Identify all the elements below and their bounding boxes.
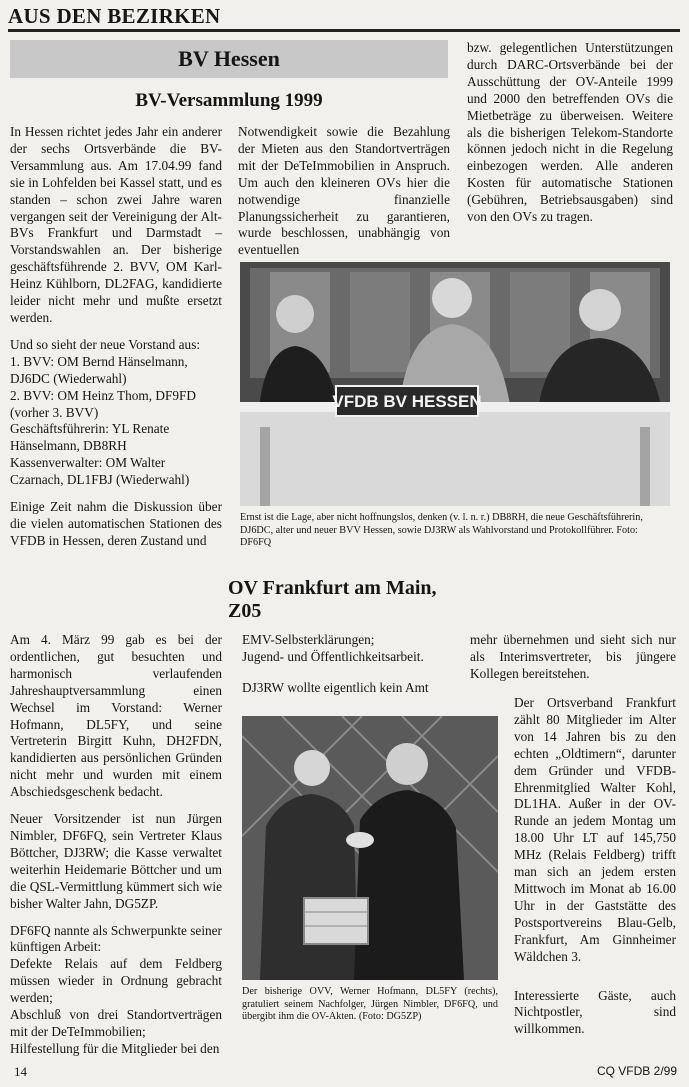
ov-priority-item: Abschluß von drei Standortverträgen mit der DeTeImmobilien; (10, 1007, 222, 1039)
ov-title: OV Frankfurt am Main, Z05 (228, 577, 437, 622)
bv-col1-paragraph-1: In Hessen richtet jedes Jahr ein anderer der sechs Ortsverbände die BV-Versammlung aus. Am 17.04.99 fand sie in Lohfelden bei Kassel statt, und es standen – schon zwei Jahre waren vergangen seit der Vereinigung der Alt-BVs Frankfurt und Darmstadt – Vorstandswahlen an. Der bisherige geschäftsführende 2. BVV, OM Karl-Heinz Kühlborn, DL2FAG, kandidierte leider nicht mehr und mußte ersetzt werden. (10, 124, 222, 325)
bv-board-item: 2. BVV: OM Heinz Thom, DF9FD (vorher 3. BVV) (10, 387, 197, 420)
bv-photo-caption: Ernst ist die Lage, aber nicht hoffnungslos, denken (v. l. n. r.) DB8RH, die neue Geschäftsführerin, DJ6DC, alter und neuer BVV Hessen, sowie DJ3RW als Wahlvorstand und Protokollführer. Foto: DF6FQ (240, 512, 643, 549)
page-number: 14 (14, 1064, 27, 1079)
bv-subtitle: BV-Versammlung 1999 (135, 90, 323, 111)
header-rule (8, 29, 680, 32)
ov-col1 (10, 632, 222, 1058)
bv-title-box (10, 40, 448, 78)
journal-issue: CQ VFDB 2/99 (596, 1064, 677, 1078)
ov-col2 (242, 632, 454, 707)
ov-col3-paragraph-2: Der Ortsverband Frankfurt zählt 80 Mitglieder im Alter von 14 Jahren bis zu den echten „Oldtimern“, darunter dem Gründer und VFDB-Ehrenmitglied Walter Kohl, DL1HA. Außer in der OV-Runde an jedem Montag um 18.00 Uhr LT auf 145,750 MHz (Relais Feldberg) trifft man sich an jedem ersten Mittwoch im Monat ab 16.00 Uhr in der Gaststätte des Postsportvereins Blau-Gelb, Frankfurt, Am Ginnheimer Wäldchen 3. (514, 695, 676, 964)
ov-priority-item: EMV-Selbsterklärungen; (242, 632, 375, 647)
bv-board-item: Kassenverwalter: OM Walter Czarnach, DL1FBJ (Wiederwahl) (10, 455, 190, 488)
bv-meeting-photo (240, 262, 670, 506)
bv-board-intro: Und so sieht der neue Vorstand aus: (10, 336, 201, 352)
bv-col1-paragraph-3: Einige Zeit nahm die Diskussion über die vielen automatischen Stationen des VFDB in Hessen, deren Zustand und (10, 499, 222, 548)
ov-col3-paragraph-1: mehr übernehmen und sieht sich nur als Interimsvertreter, bis jüngere Kollegen bereitstehen. (470, 632, 676, 681)
ov-handover-photo (242, 716, 498, 980)
bv-col3-paragraph: bzw. gelegentlichen Unterstützungen durch DARC-Ortsverbände bei der Ausschüttung der OV-Anteile 1999 und 2000 den betreffenden OVs die Mietbeträge zu überweisen. Weitere als die bisherigen Telekom-Standorte können jedoch nicht in die Regelung einbezogen werden. Alle anderen Kosten für automatische Stationen (Gebühren, Betriebsausgaben) sind von den OVs zu tragen. (467, 40, 673, 225)
bv-photo-sign: VFDB BV HESSEN (332, 392, 482, 411)
bv-col1 (10, 124, 222, 560)
ov-photo-caption: Der bisherige OVV, Werner Hofmann, DL5FY (rechts), gratuliert seinem Nachfolger, Jürgen Nimbler, DF6FQ, und übergibt ihm die OV-Akten. (Foto: DG5ZP) (242, 986, 498, 1023)
section-heading: AUS DEN BEZIRKEN (8, 4, 221, 28)
ov-priority-item: Hilfestellung für die Mitglieder bei den (10, 1040, 220, 1056)
ov-col3 (470, 632, 676, 693)
bv-title: BV Hessen (178, 46, 280, 71)
ov-priorities-intro: DF6FQ nannte als Schwerpunkte seiner künftigen Arbeit: (10, 922, 222, 955)
ov-priority-item: Defekte Relais auf dem Feldberg müssen wieder in Ordnung gebracht werden; (10, 956, 222, 1006)
ov-col1-paragraph-1: Am 4. März 99 gab es bei der ordentlichen, gut besuchten und harmonisch verlaufenden Jahreshauptversammlung einen Wechsel im Vorstand: Werner Hofmann, DL5FY, und seine Vertreterin Birgitt Kuhn, DH2FDN, kandidierten aus persönlichen Gründen nicht mehr und wurden mit einem Abschiedsgeschenk bedacht. (10, 632, 222, 800)
ov-col1-priorities (10, 923, 222, 1058)
bv-col2-paragraph-1: Notwendigkeit sowie die Bezahlung der Mieten aus den Standortverträgen mit der DeTeImmobilien in Anspruch. Um auch den kleineren OVs hier die notwendige finanzielle Planungssicherheit zu garantieren, wurde beschlossen, unabhängig von eventuellen (238, 124, 450, 258)
bv-board-item: Geschäftsführerin: YL Renate Hänselmann, DB8RH (10, 421, 170, 454)
ov-col2-list (242, 632, 454, 666)
ov-col3-narrow (514, 695, 676, 1048)
bv-col3-text (467, 40, 673, 236)
ov-col2-paragraph-1: DJ3RW wollte eigentlich kein Amt (242, 679, 429, 695)
bv-board-list (10, 337, 222, 489)
ov-col1-paragraph-2: Neuer Vorsitzender ist nun Jürgen Nimbler, DF6FQ, sein Vertreter Klaus Böttcher, DJ3RW; die Kasse verwaltet weiterhin Heidemarie Böttcher und um die QSL-Vermittlung kümmert sich wie bisher Walter Jahn, DG5ZP. (10, 811, 222, 911)
ov-priority-item: Jugend- und Öffentlichkeitsarbeit. (242, 648, 424, 664)
ov-col3-paragraph-3: Interessierte Gäste, auch Nichtpostler, sind willkommen. (514, 987, 676, 1037)
bv-board-item: 1. BVV: OM Bernd Hänselmann, DJ6DC (Wiederwahl) (10, 353, 188, 386)
bv-col2 (238, 124, 450, 269)
